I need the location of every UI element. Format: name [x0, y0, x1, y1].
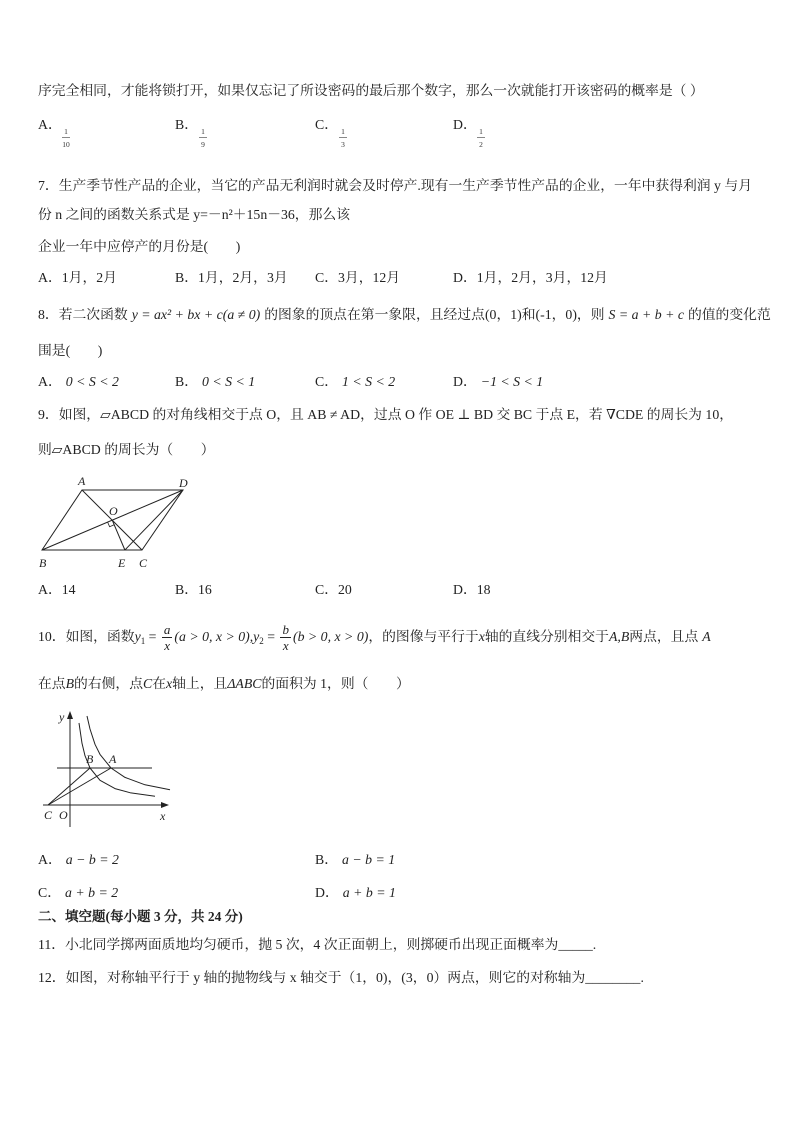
option-fraction — [58, 127, 74, 149]
label-o: O — [109, 504, 118, 518]
label-c: C — [139, 556, 148, 570]
eq2: = — [263, 629, 279, 644]
fraction-numerator: 1 — [62, 127, 70, 138]
x-var: x — [478, 629, 485, 644]
y2-var: y — [253, 629, 260, 644]
q6-option-a — [38, 115, 98, 159]
option-label: B． — [315, 852, 338, 867]
q10-line2-text1: 在点 — [38, 676, 66, 691]
segment-cb — [48, 768, 90, 805]
q9-option-d — [453, 580, 491, 600]
option-text: a − b = 2 — [65, 852, 119, 867]
q6-option-b — [175, 115, 235, 159]
fraction-denominator: 3 — [341, 140, 345, 149]
q6-stem-tail: 序完全相同，才能将锁打开，如果仅忘记了所设密码的最后那个数字，那么一次就能打开该密码的概率是（ ） — [38, 83, 704, 98]
q9-option-c — [315, 580, 352, 600]
segment-de — [125, 490, 183, 550]
point-a: A — [702, 629, 711, 644]
fraction-denominator: 9 — [201, 140, 205, 149]
q10-line2-text4: 轴上，且 — [172, 676, 228, 691]
q8-prefix: 8．若二次函数 — [38, 307, 128, 322]
q8-middle-text: 的图象的顶点在第一象限，且经过点(0，1)和(-1，0)，则 — [264, 307, 605, 322]
q9-stem-line2: 则▱ABCD 的周长为（ ） — [38, 442, 215, 457]
q8-stem-line1 — [38, 305, 771, 325]
option-text: 0 < S < 1 — [202, 374, 256, 389]
x-axis-arrow — [161, 802, 169, 808]
q8-option-a — [38, 372, 119, 392]
fraction-denominator: x — [282, 638, 289, 654]
y2-subscript: 2 — [259, 636, 264, 646]
q10-text2: 轴的直线分别相交于 — [484, 629, 609, 644]
option-label: A． — [38, 117, 62, 132]
q7-stem-line1: 7．生产季节性产品的企业，当它的产品无利润时就会及时停产.现有一生产季节性产品的企业，一年中获得利润 y 与月 — [38, 178, 752, 193]
option-text: 20 — [338, 582, 352, 597]
option-label: B． — [175, 374, 198, 389]
label-o: O — [59, 808, 68, 822]
q7-option-a — [38, 268, 117, 288]
x-var: x — [166, 676, 173, 691]
fraction-denominator: 10 — [62, 140, 70, 149]
fraction-numerator: b — [282, 622, 289, 638]
q8-option-b — [175, 372, 255, 392]
option-text: 0 < S < 2 — [65, 374, 119, 389]
option-fraction — [473, 127, 489, 149]
label-b: B — [39, 556, 47, 570]
option-text: 16 — [198, 582, 212, 597]
q7-stem-line3: 企业一年中应停产的月份是( ) — [38, 239, 241, 254]
q9-option-b — [175, 580, 212, 600]
q8-option-d — [453, 372, 543, 392]
q11-stem: 11．小北同学掷两面质地均匀硬币，抛 5 次，4 次正面朝上，则掷硬币出现正面概率为_____. — [38, 937, 597, 952]
option-text: 3月，12月 — [338, 270, 401, 285]
fraction-numerator: 1 — [477, 127, 485, 138]
q8-suffix: 的值的变化范 — [687, 307, 771, 322]
y1-subscript: 1 — [140, 636, 146, 646]
option-label: D． — [453, 582, 477, 597]
q8-option-c — [315, 372, 395, 392]
triangle-abc: ΔABC — [227, 676, 262, 691]
option-label: C． — [315, 374, 338, 389]
fraction-numerator: a — [163, 622, 171, 638]
option-fraction — [335, 127, 351, 149]
option-text: 1 < S < 2 — [342, 374, 396, 389]
option-label: D． — [453, 270, 477, 285]
fraction-denominator: 2 — [479, 140, 483, 149]
separator: , — [249, 629, 254, 644]
option-label: C． — [315, 582, 338, 597]
q10-stem-line1 — [38, 620, 711, 654]
q8-stem-line2: 围是( ) — [38, 343, 103, 358]
q10-line2-text5: 的面积为 1，则（ ） — [261, 676, 410, 691]
q10-prefix: 10．如图，函数 — [38, 629, 135, 644]
option-label: C． — [315, 270, 338, 285]
label-b: B — [86, 752, 94, 766]
option-label: B． — [175, 582, 198, 597]
label-c: C — [44, 808, 53, 822]
q9-option-a — [38, 580, 76, 600]
label-x: x — [160, 809, 166, 823]
option-text: a + b = 2 — [65, 885, 119, 900]
q7-option-b — [175, 268, 288, 288]
option-label: C． — [315, 117, 338, 132]
point-c: C — [143, 676, 153, 691]
condition-2: (b > 0, x > 0) — [292, 629, 369, 644]
label-d: D — [179, 476, 188, 490]
fraction-denominator: x — [164, 638, 171, 654]
option-fraction — [195, 127, 211, 149]
q10-line2-text2: 的右侧，点 — [74, 676, 144, 691]
fraction-a-over-x — [162, 622, 173, 653]
option-text: 1月，2月，3月 — [198, 270, 288, 285]
label-y: y — [59, 710, 65, 724]
q10-text1: ，的图像与平行于 — [368, 629, 479, 644]
segment-ca — [48, 768, 111, 805]
option-text: 1月，2月，3月，12月 — [476, 270, 608, 285]
point-b: B — [65, 676, 75, 691]
condition-1: (a > 0, x > 0) — [174, 629, 250, 644]
q7-stem-line2: 份 n 之间的函数关系式是 y=－n²＋15n－36，那么该 — [38, 207, 350, 222]
option-text: a − b = 1 — [342, 852, 396, 867]
option-label: B． — [175, 117, 198, 132]
fraction-b-over-x — [280, 622, 291, 653]
option-label: D． — [453, 117, 477, 132]
q10-option-c — [38, 883, 118, 903]
q9-parallelogram-figure — [35, 470, 195, 575]
option-label: B． — [175, 270, 198, 285]
q10-option-a — [38, 850, 119, 870]
q7-option-c — [315, 268, 400, 288]
option-text: 1月，2月 — [61, 270, 117, 285]
points-ab: A,B — [608, 629, 630, 644]
fraction-numerator: 1 — [339, 127, 347, 138]
option-label: C． — [38, 885, 61, 900]
option-text: −1 < S < 1 — [480, 374, 544, 389]
option-label: D． — [453, 374, 477, 389]
option-label: A． — [38, 852, 62, 867]
q10-hyperbola-figure — [40, 705, 175, 830]
q6-option-c — [315, 115, 375, 159]
option-label: A． — [38, 374, 62, 389]
curve-y1 — [87, 716, 170, 790]
q10-line2-text3: 在 — [152, 676, 167, 691]
q9-stem-line1: 9．如图，▱ABCD 的对角线相交于点 O，且 AB ≠ AD，过点 O 作 OE ⊥ BD 交 BC 于点 E，若 ∇CDE 的周长为 10， — [38, 407, 734, 422]
section-title-fill-in: 二、填空题(每小题 3 分，共 24 分) — [38, 909, 243, 924]
q12-stem: 12．如图，对称轴平行于 y 轴的抛物线与 x 轴交于（1，0)，(3，0）两点，则它的对称轴为________. — [38, 970, 644, 985]
label-e: E — [118, 556, 126, 570]
q10-option-b — [315, 850, 395, 870]
fraction-numerator: 1 — [199, 127, 207, 138]
label-a: A — [109, 752, 117, 766]
q8-s-formula: S = a + b + c — [608, 307, 684, 322]
eq1: = — [145, 629, 160, 644]
q6-option-d — [453, 115, 513, 159]
option-label: D． — [315, 885, 339, 900]
q10-text3: 两点，且点 — [629, 629, 699, 644]
option-text: 14 — [61, 582, 76, 597]
option-label: A． — [38, 582, 62, 597]
q7-option-d — [453, 268, 608, 288]
option-text: a + b = 1 — [342, 885, 396, 900]
option-label: A． — [38, 270, 62, 285]
y1-var: y — [134, 629, 141, 644]
q8-quadratic-formula: y = ax² + bx + c(a ≠ 0) — [131, 307, 261, 322]
y-axis-arrow — [67, 711, 73, 719]
q10-stem-line2 — [38, 674, 410, 694]
q10-option-d — [315, 883, 396, 903]
option-text: 18 — [476, 582, 491, 597]
label-a: A — [78, 474, 86, 488]
